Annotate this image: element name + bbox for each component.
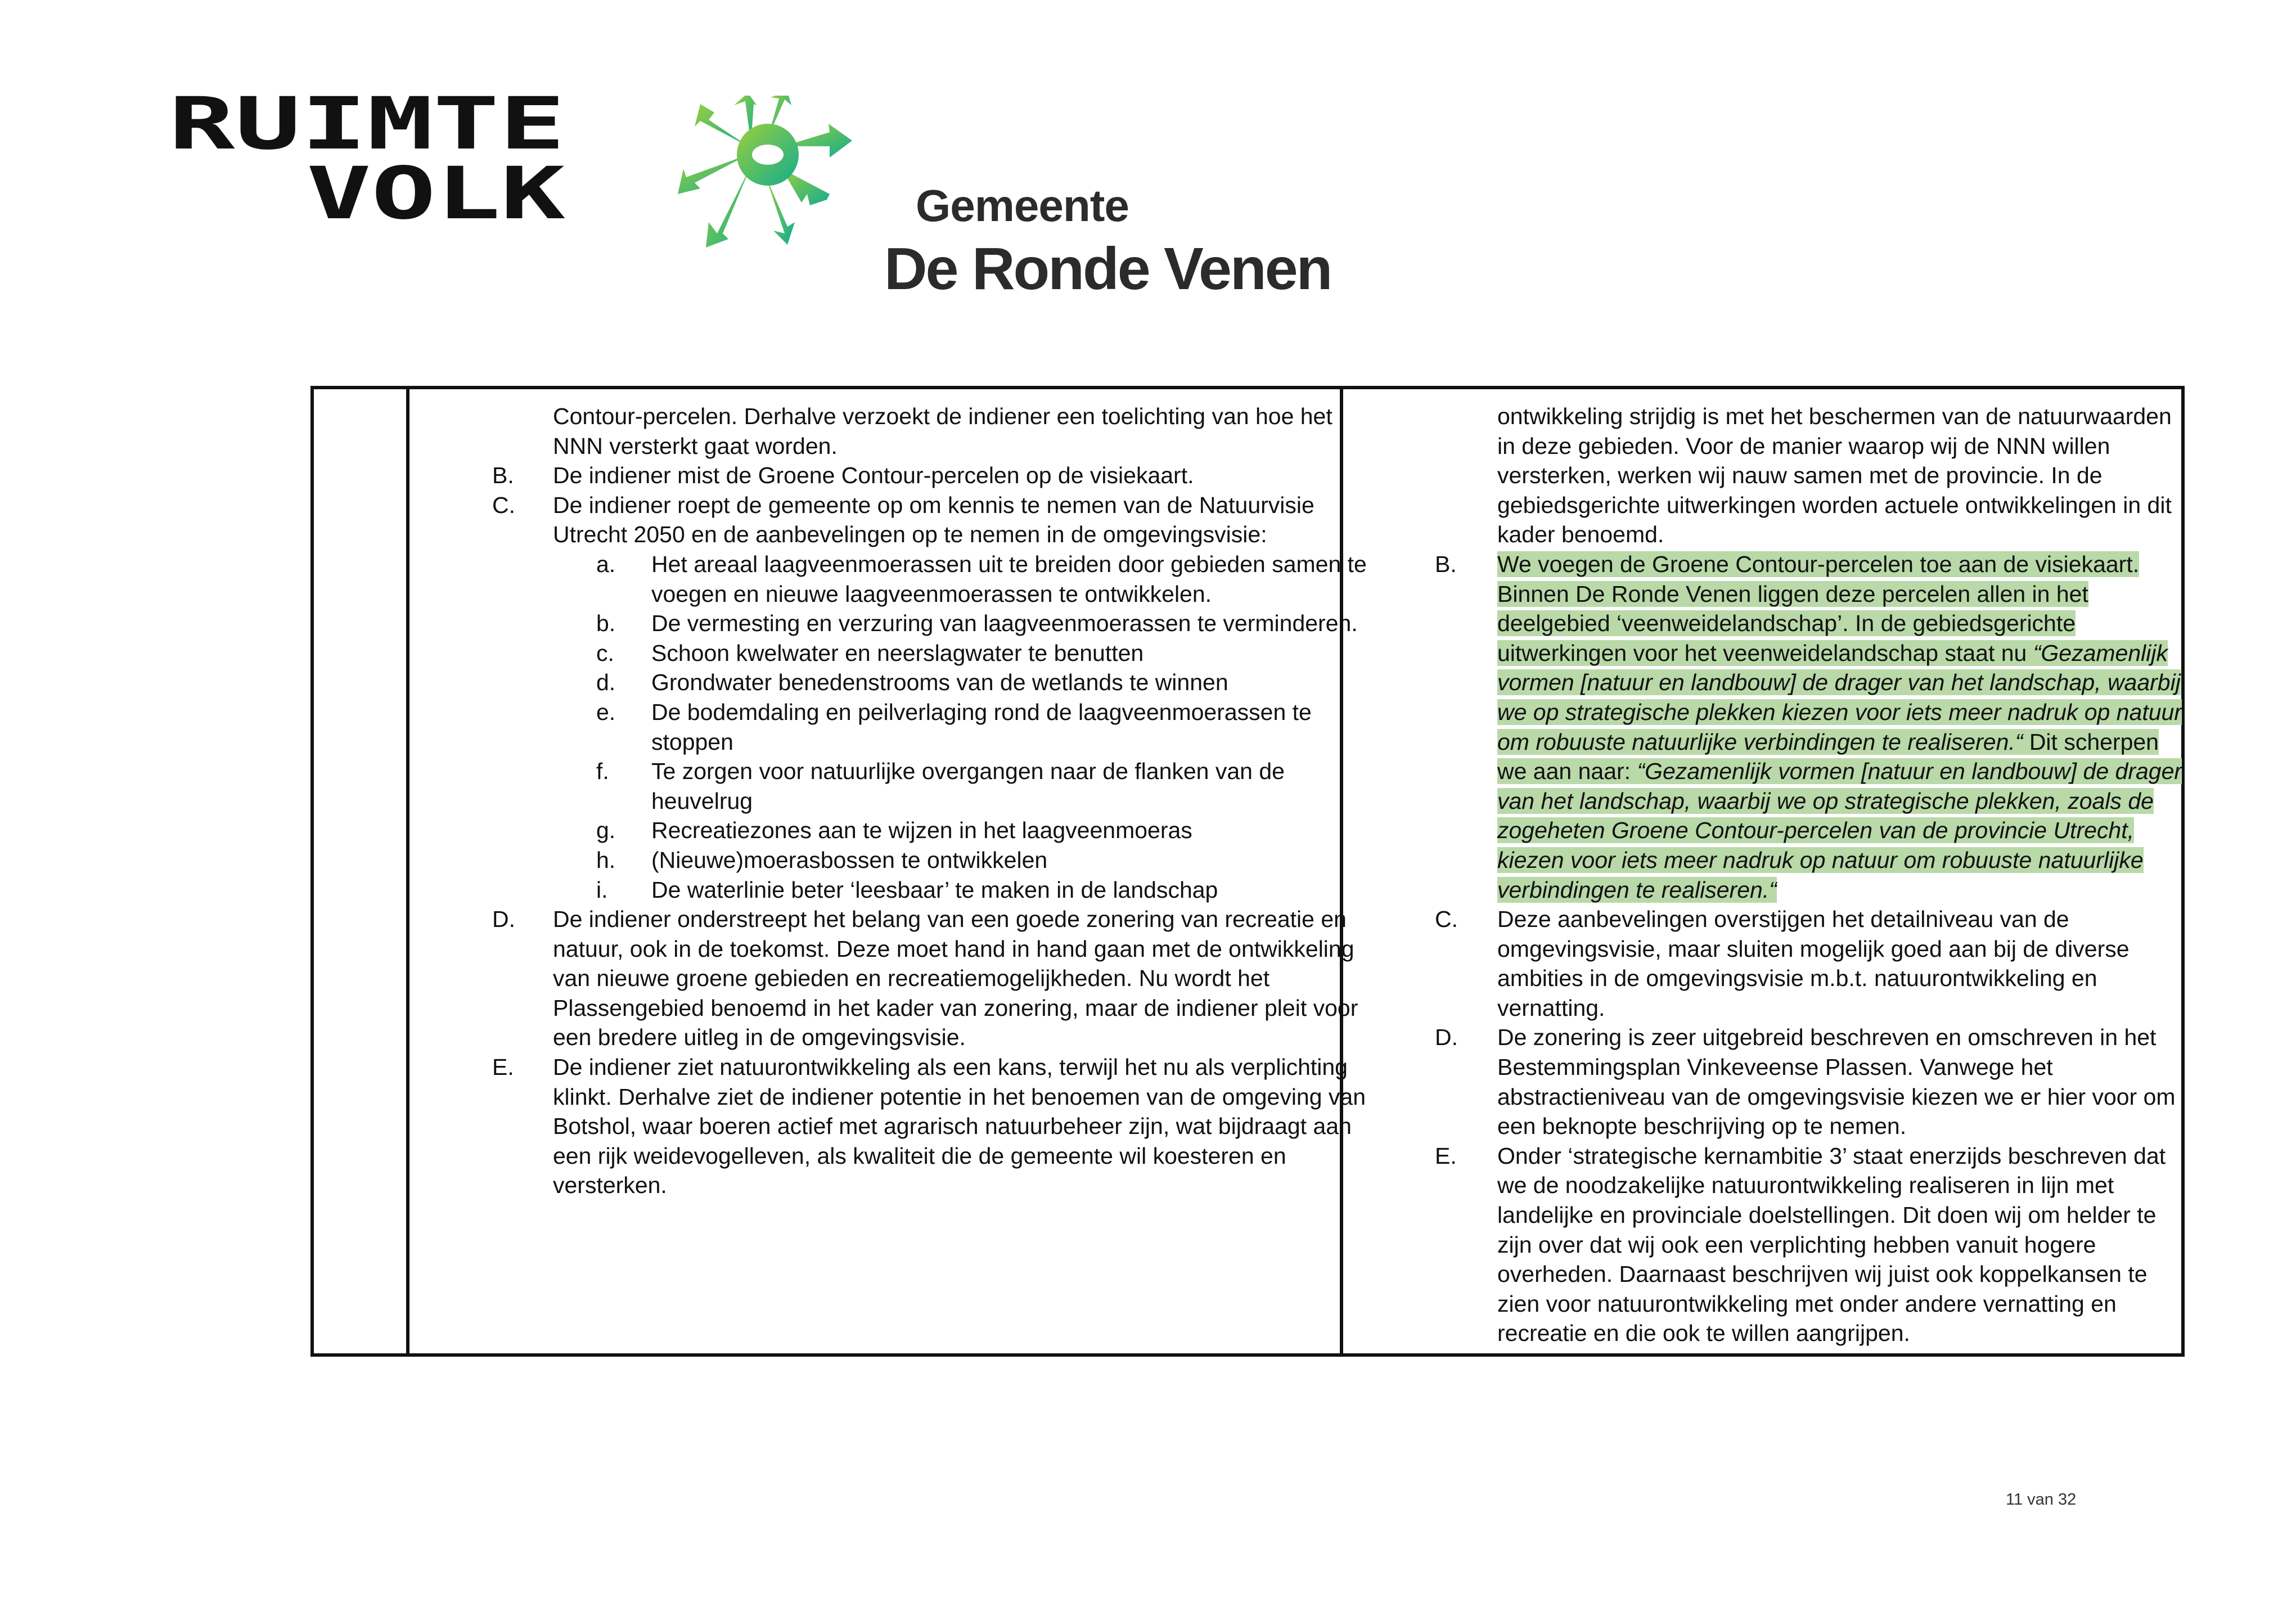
subitem-marker: a.	[596, 551, 616, 577]
subitem-marker: c.	[596, 640, 614, 666]
item-marker: C.	[1435, 906, 1458, 933]
submission-item-b	[448, 461, 1370, 490]
submission-intro: Contour-percelen. Derhalve verzoekt de indiener een toelichting van hoe het NNN versterkt gaat worden.	[553, 403, 1332, 459]
subitem-text: De waterlinie beter ‘leesbaar’ te maken in de landschap	[651, 876, 1218, 903]
submission-item-e	[448, 1052, 1370, 1200]
response-table	[310, 386, 2185, 1357]
subitem-marker: e.	[596, 699, 616, 725]
subitem-text: De vermesting en verzuring van laagveenmoerassen te verminderen.	[651, 610, 1358, 637]
submission-column	[448, 402, 1370, 1200]
subitem-text: Recreatiezones aan te wijzen in het laagveenmoeras	[651, 817, 1192, 844]
response-item-d	[1386, 1023, 2185, 1141]
subitem-d	[448, 668, 1370, 697]
subitem-text: Grondwater benedenstrooms van de wetlands te winnen	[651, 669, 1228, 696]
item-text: De indiener roept de gemeente op om kennis te nemen van de Natuurvisie Utrecht 2050 en de aanbevelingen op te nemen in de omgevingsvisie:	[553, 492, 1314, 548]
ronde-venen-emblem	[652, 96, 889, 264]
ruimte-volk-logo	[169, 93, 568, 223]
item-marker: C.	[492, 492, 515, 518]
subitem-b	[448, 609, 1370, 638]
subitem-text: Te zorgen voor natuurlijke overgangen naar de flanken van de heuvelrug	[651, 758, 1285, 814]
subitem-text: Het areaal laagveenmoerassen uit te breiden door gebieden samen te voegen en nieuwe laagveenmoerassen te ontwikkelen.	[651, 551, 1367, 607]
item-text: De indiener mist de Groene Contour-percelen op de visiekaart.	[553, 462, 1194, 489]
response-b-part2: Dit scherpen we aan naar:	[1497, 728, 2159, 785]
column-divider-1	[406, 389, 409, 1353]
subitem-marker: d.	[596, 669, 616, 696]
response-item-e	[1386, 1141, 2185, 1348]
subitem-marker: h.	[596, 847, 616, 873]
subitem-marker: i.	[596, 876, 608, 903]
item-text: De indiener ziet natuurontwikkeling als een kans, terwijl het nu als verplichting klinkt. Derhalve ziet de indiener potentie in het benoemen van de omgeving van Botshol, waar boeren actief met agrarisch natuurbeheer zijn, wat bijdraagt aan een rijk weidevogelleven, als kwaliteit die de gemeente wil koesteren en versterken.	[553, 1054, 1366, 1199]
item-marker: B.	[1435, 551, 1457, 577]
highlighted-text	[1497, 551, 2182, 903]
response-item-c	[1386, 904, 2185, 1023]
subitem-f	[448, 757, 1370, 816]
subitem-a	[448, 550, 1370, 609]
subitem-text: Schoon kwelwater en neerslagwater te benutten	[651, 640, 1144, 666]
response-intro: ontwikkeling strijdig is met het beschermen van de natuurwaarden in deze gebieden. Voor de manier waarop wij de NNN willen versterken, werken wij nauw samen met de provincie. In de gebiedsgerichte uitwerkingen worden actuele ontwikkelingen in dit kader benoemd.	[1497, 403, 2172, 548]
ruimte-text: RUIMTE	[169, 93, 565, 166]
subitem-h	[448, 845, 1370, 875]
subitem-text: (Nieuwe)moerasbossen te ontwikkelen	[651, 847, 1048, 873]
subitem-i	[448, 875, 1370, 905]
response-item-b	[1386, 550, 2185, 904]
gemeente-label: Gemeente	[916, 181, 1129, 231]
item-marker: B.	[492, 462, 514, 489]
response-column	[1386, 402, 2185, 1348]
subitem-g	[448, 816, 1370, 845]
item-marker: D.	[492, 906, 515, 933]
subitem-marker: g.	[596, 817, 616, 844]
subitem-e	[448, 697, 1370, 757]
item-text: Onder ‘strategische kernambitie 3’ staat enerzijds beschreven dat we de noodzakelijke natuurontwikkeling realiseren in lijn met landelijke en provinciale doelstellingen. Dit doen wij om helder te zijn over dat wij ook een verplichting hebben vanuit hogere overheden. Daarnaast beschrijven wij juist ook koppelkansen te zien voor natuurontwikkeling met onder andere vernatting en recreatie en die ook te willen aangrijpen.	[1497, 1142, 2166, 1347]
item-marker: E.	[1435, 1142, 1457, 1169]
page-number: 11 van 32	[2006, 1491, 2077, 1509]
response-b-quote2: “Gezamenlijk vormen [natuur en landbouw] de drager van het landschap, waarbij we op strategische plekken, zoals de zogeheten Groene Contour-percelen van de provincie Utrecht, kiezen voor iets meer nadruk op natuur om robuuste natuurlijke verbindingen te realiseren.“	[1497, 758, 2182, 903]
volk-text: VOLK	[307, 152, 565, 223]
submission-item-c	[448, 490, 1370, 550]
subitem-marker: f.	[596, 758, 609, 785]
response-b-quote1: “Gezamenlijk vormen [natuur en landbouw] de drager van het landschap, waarbij we op strategische plekken kiezen voor iets meer nadruk op natuur om robuuste natuurlijke verbindingen te realiseren.“	[1497, 640, 2182, 755]
submission-item-d	[448, 904, 1370, 1052]
response-b-part1: We voegen de Groene Contour-percelen toe aan de visiekaart. Binnen De Ronde Venen liggen deze percelen allen in het deelgebied ‘veenweidelandschap’. In de gebiedsgerichte uitwerkingen voor het veenweidelandschap staat nu	[1497, 551, 2140, 666]
item-marker: D.	[1435, 1024, 1458, 1051]
subitem-c	[448, 638, 1370, 668]
item-text: De indiener onderstreept het belang van een goede zonering van recreatie en natuur, ook in de toekomst. Deze moet hand in hand gaan met de ontwikkeling van nieuwe groene gebieden en recreatiemogelijkheden. Nu wordt het Plassengebied benoemd in het kader van zonering, maar de indiener pleit voor een bredere uitleg in de omgevingsvisie.	[553, 906, 1358, 1051]
subitem-text: De bodemdaling en peilverlaging rond de laagveenmoerassen te stoppen	[651, 699, 1312, 755]
item-text: Deze aanbevelingen overstijgen het detailniveau van de omgevingsvisie, maar sluiten mogelijk goed aan bij de diverse ambities in de omgevingsvisie m.b.t. natuurontwikkeling en vernatting.	[1497, 906, 2130, 1021]
item-marker: E.	[492, 1054, 514, 1081]
subitem-marker: b.	[596, 610, 616, 637]
de-ronde-venen-label: De Ronde Venen	[884, 236, 1331, 302]
item-text: De zonering is zeer uitgebreid beschreven en omschreven in het Bestemmingsplan Vinkeveense Plassen. Vanwege het abstractieniveau van de omgevingsvisie kiezen we er hier voor om een beknopte beschrijving op te nemen.	[1497, 1024, 2176, 1140]
